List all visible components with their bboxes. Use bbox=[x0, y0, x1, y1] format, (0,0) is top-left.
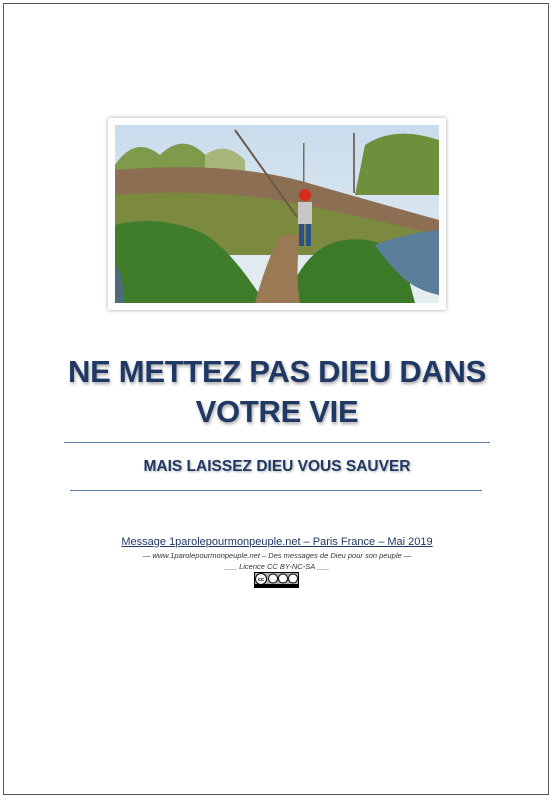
document-title: NE METTEZ PAS DIEU DANS VOTRE VIE bbox=[68, 354, 486, 429]
svg-text:cc: cc bbox=[257, 577, 265, 583]
message-link[interactable]: Message 1parolepourmonpeuple.net – Paris France – Mai 2019 bbox=[121, 536, 433, 548]
site-line: — www.1parolepourmonpeuple.net – Des messages de Dieu pour son peuple — bbox=[142, 551, 412, 560]
cc-license-icon[interactable] bbox=[254, 572, 299, 588]
subtitle-divider bbox=[70, 490, 482, 491]
child-by-river-photo bbox=[115, 125, 439, 303]
title-divider bbox=[64, 442, 490, 443]
document-subtitle: MAIS LAISSEZ DIEU VOUS SAUVER bbox=[143, 458, 411, 475]
message-line[interactable] bbox=[0, 536, 554, 548]
cover-photo bbox=[108, 118, 446, 310]
licence-line: ___ Licence CC BY-NC-SA ___ bbox=[224, 562, 330, 571]
